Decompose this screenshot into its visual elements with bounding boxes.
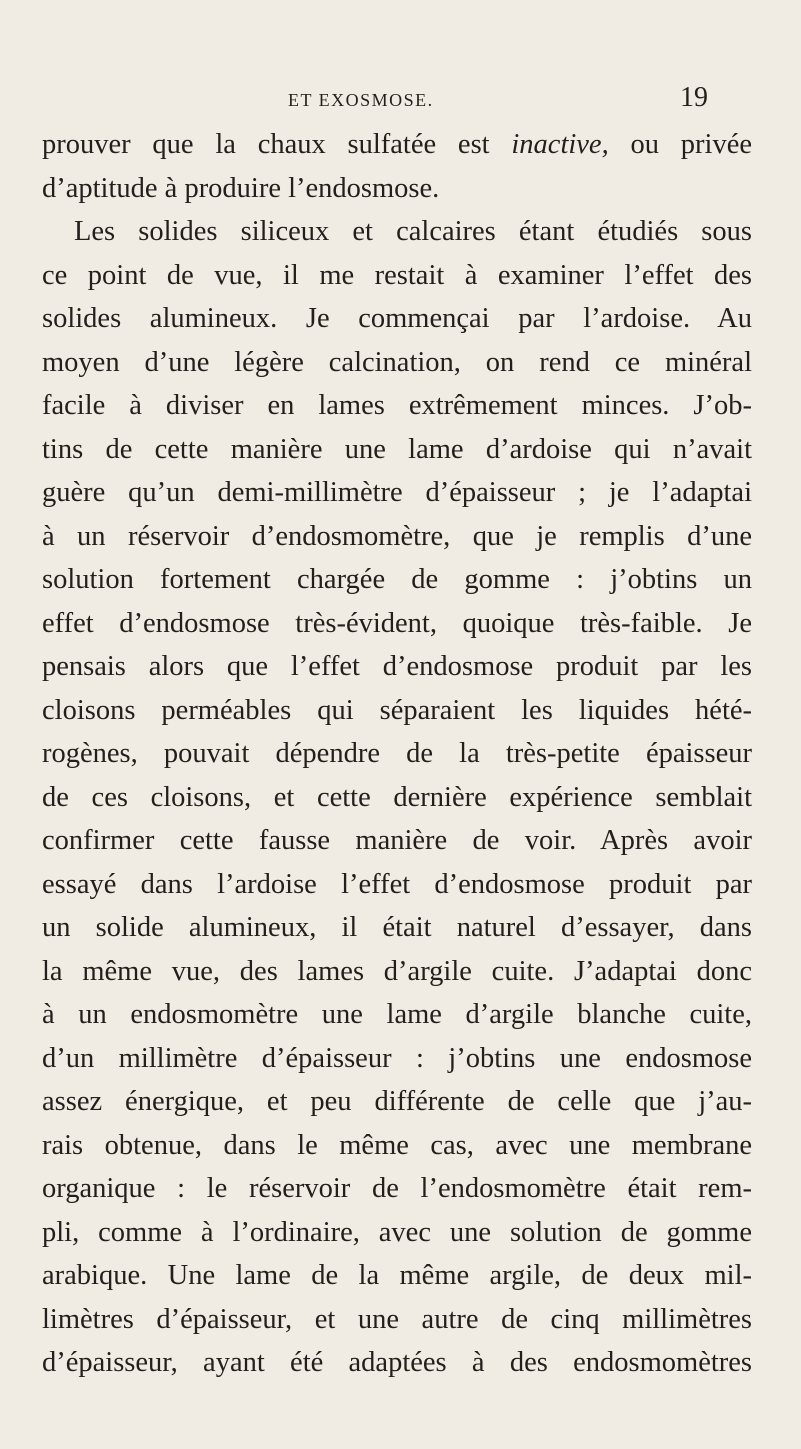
text-line: à un endosmomètre une lame d’argile blanche cuite, (42, 999, 752, 1030)
text-line: organique : le réservoir de l’endosmomètre était rem- (42, 1173, 752, 1204)
text-line: d’aptitude à produire l’endosmose. (42, 172, 440, 204)
text-line (42, 123, 752, 167)
text-line: pli, comme à l’ordinaire, avec une solution de gomme (42, 1216, 752, 1248)
text-run: ou privée (608, 129, 752, 160)
text-line: ce point de vue, il me restait à examiner l’effet des (42, 259, 752, 291)
text-line: rais obtenue, dans le même cas, avec une membrane (42, 1129, 752, 1161)
text-line: guère qu’un demi-millimètre d’épaisseur ; je l’adaptai (42, 477, 752, 508)
text-line: facile à diviser en lames extrêmement minces. J’ob- (42, 390, 752, 421)
text-line: rogènes, pouvait dépendre de la très-petite épaisseur (42, 738, 752, 769)
text-line: arabique. Une lame de la même argile, de deux mil- (42, 1260, 752, 1291)
text-line: à un réservoir d’endosmomètre, que je remplis d’une (42, 520, 752, 552)
text-line: tins de cette manière une lame d’ardoise qui n’avait (42, 433, 752, 465)
body-text (42, 123, 752, 1385)
text-line: moyen d’une légère calcination, on rend ce minéral (42, 346, 752, 378)
text-line: pensais alors que l’effet d’endosmose produit par les (42, 651, 752, 682)
text-line: un solide alumineux, il était naturel d’essayer, dans (42, 912, 752, 943)
text-line: limètres d’épaisseur, et une autre de cinq millimètres (42, 1303, 752, 1335)
text-line: solution fortement chargée de gomme : j’obtins un (42, 564, 752, 595)
text-line: effet d’endosmose très-évident, quoique très-faible. Je (42, 607, 752, 639)
page-header (0, 80, 801, 120)
text-line: solides alumineux. Je commençai par l’ardoise. Au (42, 303, 752, 334)
text-line: la même vue, des lames d’argile cuite. J’adaptai donc (42, 955, 752, 987)
text-run: prouver que la chaux sulfatée est (42, 129, 512, 160)
text-line: d’épaisseur, ayant été adaptées à des endosmomètres (42, 1347, 752, 1378)
text-line: Les solides siliceux et calcaires étant étudiés sous (74, 216, 752, 247)
italic-word: inactive, (511, 129, 609, 160)
page-number: 19 (680, 82, 708, 113)
text-line: de ces cloisons, et cette dernière expérience semblait (42, 781, 752, 813)
text-line: essayé dans l’ardoise l’effet d’endosmose produit par (42, 868, 752, 900)
text-line: cloisons perméables qui séparaient les liquides hété- (42, 694, 752, 726)
text-line: d’un millimètre d’épaisseur : j’obtins une endosmose (42, 1042, 752, 1074)
text-line: confirmer cette fausse manière de voir. Après avoir (42, 825, 752, 856)
running-title: ET EXOSMOSE. (288, 90, 434, 110)
text-line: assez énergique, et peu différente de celle que j’au- (42, 1086, 752, 1117)
